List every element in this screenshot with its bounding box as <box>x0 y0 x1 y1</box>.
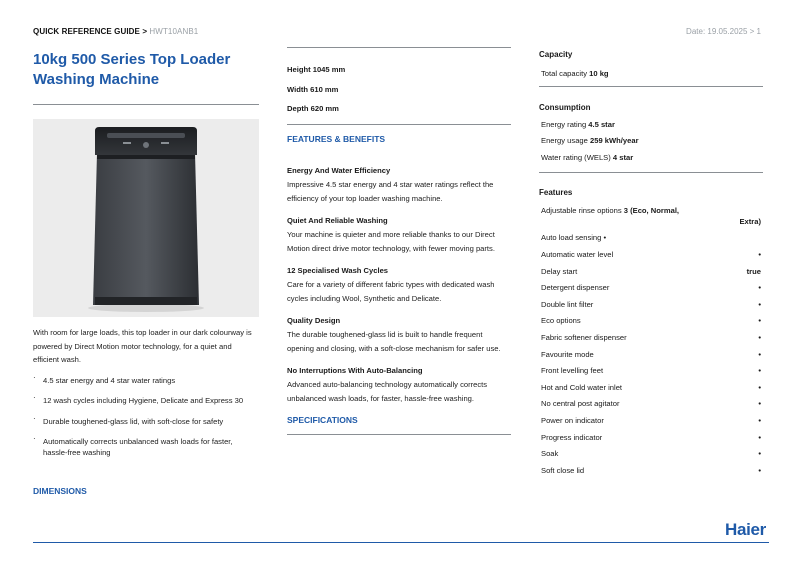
spec-value: • <box>758 415 761 425</box>
spec-label: Soak <box>541 449 559 459</box>
feature-block <box>287 264 511 306</box>
title-line-2: Washing Machine <box>33 71 160 88</box>
spec-row <box>539 380 763 397</box>
intro-text: With room for large loads, this top loader in our dark colourway is powered by Direct Motion motor technology, for a quiet and efficient wash. <box>33 328 252 364</box>
spec-row <box>539 117 763 134</box>
spec-label: Total capacity <box>541 69 588 78</box>
feature-text: Impressive 4.5 star energy and 4 star water ratings reflect the efficiency of your top loader washing machine. <box>287 179 494 203</box>
bullet-icon: · <box>33 372 36 382</box>
spec-row <box>539 363 763 380</box>
spec-row <box>539 396 763 413</box>
spec-row <box>539 150 763 167</box>
spec-value: • <box>758 382 761 392</box>
spec-value: 10 kg <box>589 69 609 78</box>
spec-row <box>539 430 763 447</box>
list-item <box>33 395 259 406</box>
spec-label: Detergent dispenser <box>541 283 610 293</box>
spec-label: Water rating (WELS) <box>541 152 611 162</box>
spec-label: Eco options <box>541 316 581 326</box>
spec-value: • <box>758 399 761 409</box>
specifications-heading: SPECIFICATIONS <box>287 414 358 425</box>
features-spec-list <box>539 205 763 479</box>
guide-label: QUICK REFERENCE GUIDE > <box>33 27 148 36</box>
title-line-1: 10kg 500 Series Top Loader <box>33 51 231 68</box>
spec-label: Progress indicator <box>541 432 603 442</box>
feature-text: Care for a variety of different fabric types with dedicated wash cycles including Wool, Synthetic and Delicate. <box>287 279 495 303</box>
spec-value: • <box>758 316 761 326</box>
spec-row <box>539 230 763 247</box>
bullet-text: Automatically corrects unbalanced wash loads for faster, hassle-free washing <box>43 437 233 457</box>
features-heading: FEATURES & BENEFITS <box>287 133 386 144</box>
features-spec-title: Features <box>539 188 573 198</box>
footer-divider <box>33 542 769 543</box>
spec-label: Soft close lid <box>541 465 585 475</box>
bullet-icon: · <box>33 393 36 402</box>
dimensions-heading: DIMENSIONS <box>33 486 87 496</box>
spec-row <box>539 205 763 217</box>
spec-label: Adjustable rinse options <box>541 206 622 216</box>
spec-value: • <box>758 432 761 442</box>
divider <box>539 172 763 173</box>
feature-text: Your machine is quieter and more reliable thanks to our Direct Motion direct drive motor technology, with fewer moving parts. <box>287 229 495 253</box>
date-page: Date: 19.05.2025 > 1 <box>686 27 761 36</box>
consumption-list <box>539 117 763 167</box>
spec-value: Extra) <box>739 217 761 227</box>
divider <box>287 434 511 435</box>
key-features-list <box>33 372 259 459</box>
spec-value: • <box>758 283 761 293</box>
depth-value: Depth 620 mm <box>287 104 339 113</box>
specs-column <box>539 47 763 479</box>
spec-label: Energy usage <box>541 136 588 146</box>
spec-row <box>539 330 763 347</box>
feature-block <box>287 164 511 206</box>
spec-value: • <box>758 332 761 342</box>
feature-block <box>287 364 511 406</box>
feature-title: Quiet And Reliable Washing <box>287 215 388 225</box>
spec-row <box>539 247 763 264</box>
spec-label: Hot and Cold water inlet <box>541 382 623 392</box>
spec-row <box>539 280 763 297</box>
divider <box>287 47 511 48</box>
list-item <box>33 372 259 386</box>
model-number: HWT10ANB1 <box>149 27 199 36</box>
list-item <box>33 413 259 427</box>
list-item <box>33 436 259 458</box>
width-value: Width 610 mm <box>287 84 339 94</box>
features-column <box>287 47 511 435</box>
washing-machine-icon <box>33 119 259 317</box>
divider <box>539 86 763 87</box>
feature-text: The durable toughened-glass lid is built to handle frequent opening and closing, with a soft-close mechanism for safer use. <box>287 329 501 353</box>
spec-row <box>539 347 763 364</box>
spec-label: Favourite mode <box>541 349 594 359</box>
spec-label: Fabric softener dispenser <box>541 332 627 342</box>
spec-value: • <box>758 449 761 459</box>
feature-title: No Interruptions With Auto-Balancing <box>287 365 423 375</box>
spec-value: • <box>758 349 761 359</box>
spec-row <box>539 264 763 281</box>
spec-value: 4.5 star <box>588 119 615 129</box>
consumption-title: Consumption <box>539 102 591 112</box>
feature-block <box>287 214 511 256</box>
spec-row-continued <box>539 217 763 227</box>
bullet-text: Durable toughened-glass lid, with soft-close for safety <box>43 416 224 426</box>
product-column <box>33 50 259 468</box>
divider <box>33 104 259 105</box>
spec-value: • <box>758 465 761 475</box>
bullet-icon: · <box>33 413 36 423</box>
feature-title: 12 Specialised Wash Cycles <box>287 265 389 275</box>
spec-row <box>539 297 763 314</box>
bullet-text: 4.5 star energy and 4 star water ratings <box>43 375 176 385</box>
feature-title: Energy And Water Efficiency <box>287 165 391 175</box>
spec-value: true <box>746 266 761 276</box>
spec-row <box>539 463 763 480</box>
spec-label: Automatic water level <box>541 249 614 259</box>
divider <box>287 124 511 125</box>
spec-label: Energy rating <box>541 119 587 129</box>
haier-logo: Haier <box>724 520 766 539</box>
spec-value: • <box>758 366 761 376</box>
feature-title: Quality Design <box>287 315 341 325</box>
feature-block <box>287 314 511 356</box>
spec-value: 259 kWh/year <box>590 136 639 146</box>
height-value: Height 1045 mm <box>287 65 346 74</box>
product-image <box>33 119 259 317</box>
spec-row <box>539 66 763 83</box>
spec-label: No central post agitator <box>541 399 620 409</box>
bullet-text: 12 wash cycles including Hygiene, Delicate and Express 30 <box>43 396 244 405</box>
spec-label: Delay start <box>541 266 578 276</box>
spec-label: Power on indicator <box>541 415 604 425</box>
capacity-title: Capacity <box>539 50 573 59</box>
page-title <box>33 50 259 90</box>
spec-row <box>539 413 763 430</box>
breadcrumb <box>33 27 198 36</box>
spec-label: Front levelling feet <box>541 366 604 376</box>
dimensions-list <box>287 60 511 119</box>
spec-label: Double lint filter <box>541 299 594 309</box>
bullet-icon: · <box>33 434 36 443</box>
spec-row <box>539 313 763 330</box>
spec-value: 4 star <box>612 152 634 162</box>
spec-label: Auto load sensing <box>541 233 602 243</box>
feature-text: Advanced auto-balancing technology automatically corrects unbalanced wash loads, for faster, hassle-free washing. <box>287 379 488 403</box>
spec-row <box>539 133 763 150</box>
spec-row <box>539 446 763 463</box>
spec-value: • <box>758 249 761 259</box>
spec-value: • <box>758 299 761 309</box>
spec-value: 3 (Eco, Normal, <box>623 206 680 216</box>
spec-value: • <box>603 233 607 243</box>
